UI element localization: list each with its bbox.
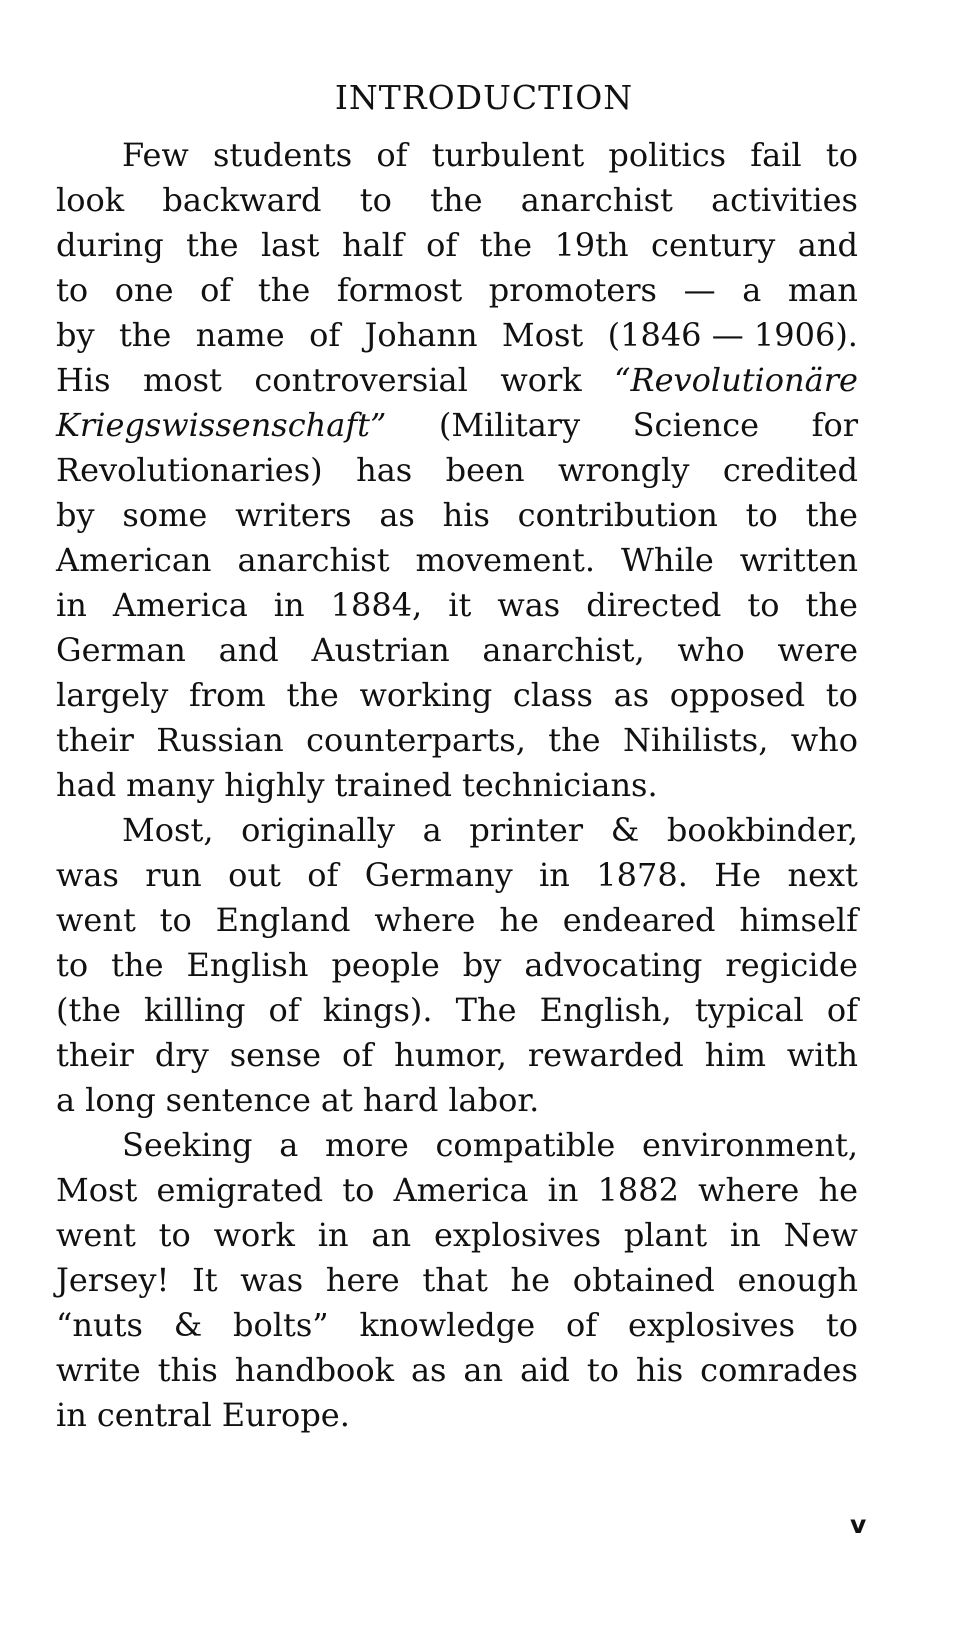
word: an xyxy=(463,1351,504,1389)
word: handbook xyxy=(234,1351,394,1389)
word: the xyxy=(805,496,858,534)
word: that xyxy=(422,1261,488,1299)
word: long xyxy=(85,1081,156,1119)
word: century xyxy=(651,226,776,264)
word: who xyxy=(677,631,745,669)
word: the xyxy=(257,271,311,309)
word: with xyxy=(786,1036,858,1074)
word: as xyxy=(410,1351,447,1389)
word: had xyxy=(56,766,117,804)
word: English xyxy=(186,946,309,984)
text-line xyxy=(56,1078,858,1123)
word: write xyxy=(56,1351,141,1389)
word: sense xyxy=(229,1036,322,1074)
word: in xyxy=(539,856,570,894)
word: rewarded xyxy=(527,1036,684,1074)
word: Kriegswissenschaft” xyxy=(56,406,387,444)
word: technicians. xyxy=(462,766,658,804)
word: He xyxy=(714,856,762,894)
text-line xyxy=(56,358,858,403)
word: credited xyxy=(722,451,858,489)
word: were xyxy=(777,631,858,669)
word: of xyxy=(307,856,339,894)
word: most xyxy=(143,361,222,399)
word: to xyxy=(825,1306,858,1344)
word: typical xyxy=(694,991,804,1029)
word: he xyxy=(818,1171,858,1209)
word: went xyxy=(56,901,136,939)
word: Most xyxy=(501,316,584,354)
word: an xyxy=(371,1216,412,1254)
word: for xyxy=(811,406,858,444)
word: in xyxy=(273,586,305,624)
word: wrongly xyxy=(558,451,690,489)
word: killing xyxy=(144,991,246,1029)
word: a xyxy=(279,1126,299,1164)
word: Few xyxy=(122,136,189,174)
word: by xyxy=(56,496,95,534)
text-line xyxy=(56,1348,858,1393)
word: was xyxy=(497,586,561,624)
word: people xyxy=(331,946,440,984)
word: next xyxy=(787,856,858,894)
word: one xyxy=(114,271,174,309)
word: in xyxy=(56,1396,87,1434)
text-line xyxy=(56,223,858,268)
word: of xyxy=(268,991,300,1029)
word: of xyxy=(200,271,232,309)
text-line xyxy=(56,1168,858,1213)
text-line xyxy=(56,493,858,538)
word: backward xyxy=(162,181,322,219)
word: (the xyxy=(56,991,121,1029)
word: been xyxy=(445,451,525,489)
word: Johann xyxy=(364,316,478,354)
word: Seeking xyxy=(122,1126,253,1164)
word: 19th xyxy=(554,226,629,264)
word: the xyxy=(186,226,239,264)
word: hard xyxy=(362,1081,439,1119)
word: in xyxy=(56,586,87,624)
word: Jersey! xyxy=(56,1261,170,1299)
word: to xyxy=(342,1171,375,1209)
word: of xyxy=(376,136,408,174)
text-line xyxy=(56,1033,858,1078)
word: as xyxy=(379,496,415,534)
word: labor. xyxy=(448,1081,540,1119)
word: was xyxy=(240,1261,304,1299)
word: sentence xyxy=(165,1081,311,1119)
word: Austrian xyxy=(311,631,450,669)
word: it xyxy=(448,586,472,624)
word: 1882 xyxy=(597,1171,679,1209)
word: endeared xyxy=(562,901,716,939)
word: went xyxy=(56,1216,136,1254)
word: a xyxy=(742,271,762,309)
word: directed xyxy=(586,586,722,624)
text-line xyxy=(56,1303,858,1348)
word: turbulent xyxy=(431,136,585,174)
word: work xyxy=(500,361,582,399)
text-line xyxy=(56,718,858,763)
word: kings). xyxy=(322,991,433,1029)
word: Nihilists, xyxy=(622,721,769,759)
word: enough xyxy=(737,1261,858,1299)
text-line xyxy=(56,988,858,1033)
page-title: INTRODUCTION xyxy=(334,78,634,117)
word: many xyxy=(126,766,215,804)
text-line xyxy=(56,1393,858,1438)
word: in xyxy=(547,1171,579,1209)
word: of xyxy=(566,1306,598,1344)
text-line xyxy=(56,673,858,718)
word: America xyxy=(393,1171,529,1209)
word: to xyxy=(359,181,392,219)
text-line xyxy=(56,268,858,313)
word: to xyxy=(825,136,858,174)
word: the xyxy=(286,676,339,714)
word: the xyxy=(111,946,164,984)
word: name xyxy=(195,316,285,354)
text-line xyxy=(56,808,858,853)
word: and xyxy=(797,226,858,264)
word: promoters xyxy=(488,271,657,309)
word: this xyxy=(157,1351,218,1389)
word: some xyxy=(122,496,208,534)
word: explosives xyxy=(627,1306,796,1344)
text-line xyxy=(56,583,858,628)
word: movement. xyxy=(415,541,596,579)
word: himself xyxy=(739,901,858,939)
text-line xyxy=(56,853,858,898)
word: to xyxy=(159,901,192,939)
word: & xyxy=(610,811,640,849)
text-line xyxy=(56,898,858,943)
word: of xyxy=(309,316,341,354)
word: German xyxy=(56,631,186,669)
text-line xyxy=(56,313,858,358)
text-line xyxy=(56,448,858,493)
word: during xyxy=(56,226,164,264)
introduction-text xyxy=(56,133,858,1438)
word: half xyxy=(341,226,404,264)
word: Most, xyxy=(122,811,214,849)
word: America xyxy=(112,586,248,624)
word: 1878. xyxy=(596,856,688,894)
word: his xyxy=(635,1351,684,1389)
word: emigrated xyxy=(156,1171,324,1209)
word: bookbinder, xyxy=(666,811,858,849)
word: to xyxy=(825,676,858,714)
word: to xyxy=(586,1351,619,1389)
word: to xyxy=(747,586,780,624)
text-line xyxy=(56,538,858,583)
word: activities xyxy=(711,181,858,219)
word: humor, xyxy=(394,1036,507,1074)
word: where xyxy=(374,901,476,939)
word: His xyxy=(56,361,111,399)
word: in xyxy=(317,1216,349,1254)
word: Germany xyxy=(364,856,513,894)
word: writers xyxy=(235,496,352,534)
word: man xyxy=(787,271,858,309)
word: Most xyxy=(56,1171,138,1209)
text-line xyxy=(56,1213,858,1258)
word: and xyxy=(218,631,279,669)
word: who xyxy=(790,721,858,759)
word: trained xyxy=(334,766,453,804)
word: anarchist xyxy=(237,541,390,579)
word: written xyxy=(739,541,858,579)
word: has xyxy=(356,451,413,489)
word: dry xyxy=(154,1036,209,1074)
word: students xyxy=(212,136,353,174)
word: the xyxy=(548,721,601,759)
word: fail xyxy=(750,136,802,174)
text-line xyxy=(56,943,858,988)
word: of xyxy=(342,1036,374,1074)
word: central xyxy=(96,1396,212,1434)
text-line xyxy=(56,178,858,223)
word: Europe. xyxy=(221,1396,350,1434)
word: the xyxy=(430,181,483,219)
word: highly xyxy=(224,766,325,804)
word: While xyxy=(620,541,714,579)
word: by xyxy=(462,946,502,984)
word: compatible xyxy=(435,1126,616,1164)
word: largely xyxy=(56,676,169,714)
word: Science xyxy=(632,406,760,444)
word: contribution xyxy=(517,496,718,534)
word: counterparts, xyxy=(306,721,526,759)
text-line xyxy=(56,1123,858,1168)
word: & xyxy=(173,1306,203,1344)
word: to xyxy=(158,1216,191,1254)
word: was xyxy=(56,856,119,894)
word: a xyxy=(422,811,442,849)
text-line xyxy=(56,403,858,448)
word: “nuts xyxy=(56,1306,143,1344)
word: at xyxy=(320,1081,353,1119)
word: politics xyxy=(608,136,727,174)
word: of xyxy=(826,991,858,1029)
word: working xyxy=(359,676,493,714)
word: (Military xyxy=(438,406,581,444)
word: advocating xyxy=(524,946,703,984)
word: explosives xyxy=(433,1216,601,1254)
word: he xyxy=(510,1261,551,1299)
word: aid xyxy=(520,1351,570,1389)
word: as xyxy=(613,676,650,714)
word: bolts” xyxy=(233,1306,329,1344)
word: opposed xyxy=(669,676,806,714)
word: the xyxy=(118,316,172,354)
word: New xyxy=(783,1216,858,1254)
word: out xyxy=(228,856,281,894)
word: their xyxy=(56,1036,134,1074)
word: The xyxy=(455,991,517,1029)
word: comrades xyxy=(700,1351,858,1389)
word: him xyxy=(704,1036,766,1074)
word: knowledge xyxy=(359,1306,536,1344)
word: 1884, xyxy=(330,586,423,624)
word: a xyxy=(56,1081,76,1119)
word: (1846 — 1906). xyxy=(607,316,858,354)
word: last xyxy=(260,226,320,264)
word: Revolutionaries) xyxy=(56,451,323,489)
word: England xyxy=(215,901,351,939)
word: their xyxy=(56,721,134,759)
word: he xyxy=(499,901,539,939)
word: Russian xyxy=(156,721,284,759)
word: the xyxy=(479,226,533,264)
word: more xyxy=(324,1126,409,1164)
word: formost xyxy=(336,271,463,309)
word: regicide xyxy=(725,946,858,984)
text-line xyxy=(56,133,858,178)
word: run xyxy=(145,856,202,894)
word: plant xyxy=(623,1216,708,1254)
word: here xyxy=(325,1261,400,1299)
word: to xyxy=(56,271,89,309)
text-line xyxy=(56,763,858,808)
word: work xyxy=(213,1216,295,1254)
page-number: v xyxy=(850,1510,867,1539)
word: anarchist xyxy=(520,181,673,219)
word: American xyxy=(56,541,212,579)
word: English, xyxy=(539,991,672,1029)
word: to xyxy=(56,946,89,984)
word: originally xyxy=(241,811,395,849)
word: controversial xyxy=(254,361,468,399)
word: “Revolutionäre xyxy=(614,361,858,399)
word: where xyxy=(698,1171,800,1209)
word: in xyxy=(729,1216,761,1254)
word: obtained xyxy=(572,1261,715,1299)
word: from xyxy=(189,676,266,714)
word: of xyxy=(426,226,458,264)
word: class xyxy=(512,676,593,714)
word: environment, xyxy=(642,1126,858,1164)
word: by xyxy=(56,316,95,354)
word: anarchist, xyxy=(482,631,645,669)
word: to xyxy=(745,496,778,534)
word: — xyxy=(683,271,716,309)
word: his xyxy=(442,496,490,534)
word: the xyxy=(805,586,858,624)
word: printer xyxy=(469,811,584,849)
text-line xyxy=(56,1258,858,1303)
word: It xyxy=(192,1261,218,1299)
word: look xyxy=(56,181,125,219)
text-line xyxy=(56,628,858,673)
